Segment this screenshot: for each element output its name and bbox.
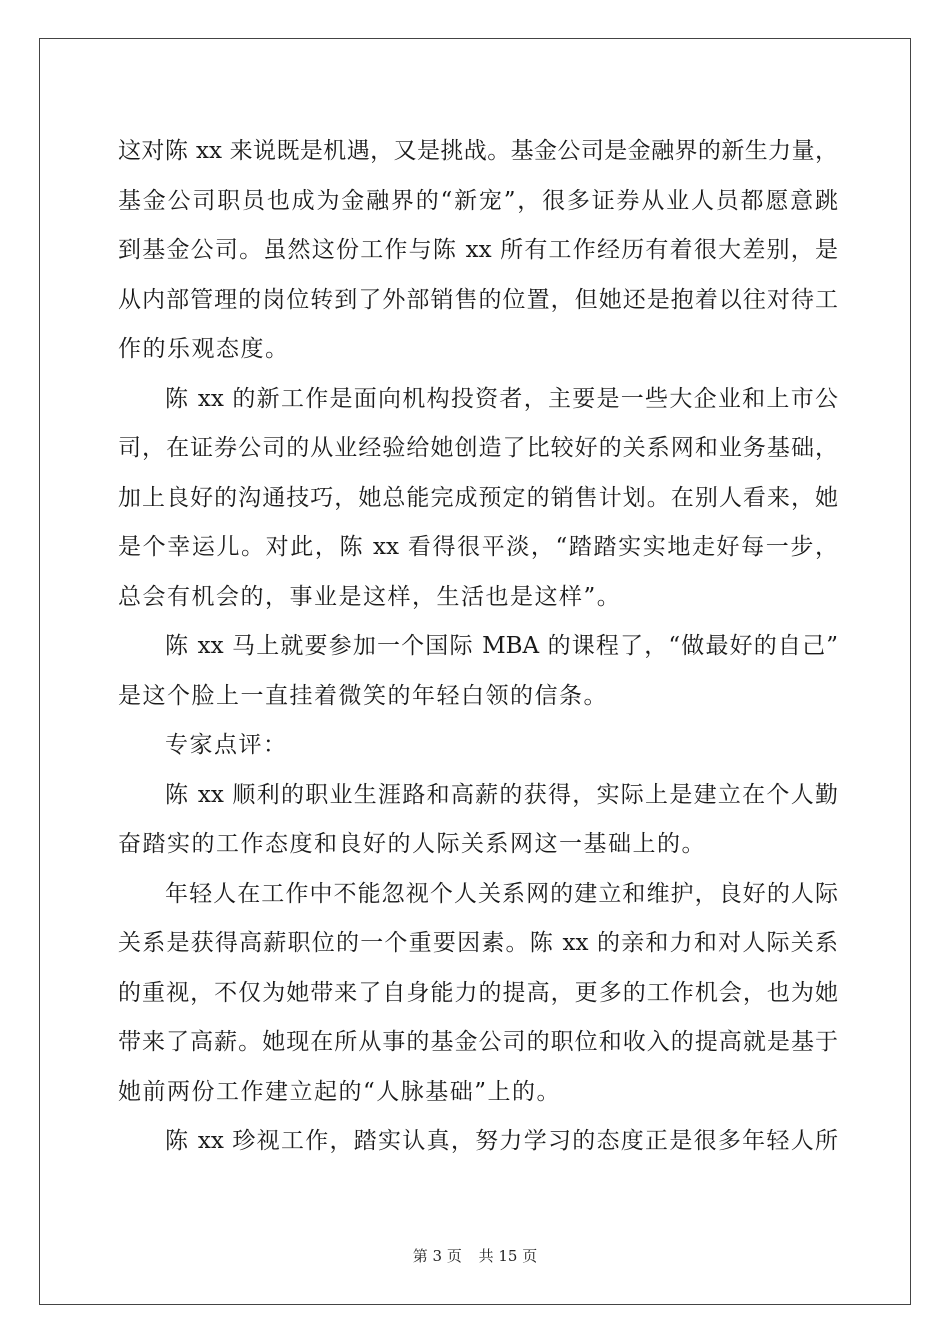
text-line: 是个幸运儿。对此，陈 xx 看得很平淡，“踏踏实实地走好每一步， bbox=[118, 534, 838, 560]
text-line: 基金公司职员也成为金融界的“新宠”，很多证券从业人员都愿意跳 bbox=[118, 187, 838, 214]
text-line: 是这个脸上一直挂着微笑的年轻白领的信条。 bbox=[118, 682, 608, 709]
text-line: 司，在证券公司的从业经验给她创造了比较好的关系网和业务基础， bbox=[118, 435, 838, 461]
text-line: 她前两份工作建立起的“人脉基础”上的。 bbox=[118, 1078, 562, 1105]
page-number-current: 第 3 页 bbox=[412, 1247, 462, 1265]
text-line: 陈 xx 珍视工作，踏实认真，努力学习的态度正是很多年轻人所 bbox=[165, 1128, 838, 1154]
text-line: 陈 xx 马上就要参加一个国际 MBA 的课程了，“做最好的自己” bbox=[165, 633, 838, 659]
text-line: 作的乐观态度。 bbox=[118, 336, 290, 362]
text-line: 这对陈 xx 来说既是机遇，又是挑战。基金公司是金融界的新生力量， bbox=[118, 138, 838, 164]
text-line: 加上良好的沟通技巧，她总能完成预定的销售计划。在别人看来，她 bbox=[118, 484, 838, 511]
text-line: 年轻人在工作中不能忽视个人关系网的建立和维护，良好的人际 bbox=[165, 880, 838, 907]
text-line: 陈 xx 的新工作是面向机构投资者，主要是一些大企业和上市公 bbox=[165, 385, 838, 412]
text-line: 总会有机会的，事业是这样，生活也是这样”。 bbox=[118, 583, 622, 610]
page-footer bbox=[0, 1245, 950, 1266]
page-number-total: 共 15 页 bbox=[478, 1247, 538, 1265]
text-line: 关系是获得高薪职位的一个重要因素。陈 xx 的亲和力和对人际关系 bbox=[118, 930, 838, 956]
text-line: 从内部管理的岗位转到了外部销售的位置，但她还是抱着以往对待工 bbox=[118, 286, 838, 313]
text-line: 到基金公司。虽然这份工作与陈 xx 所有工作经历有着很大差别，是 bbox=[118, 237, 838, 263]
text-line: 奋踏实的工作态度和良好的人际关系网这一基础上的。 bbox=[118, 831, 706, 857]
text-line: 的重视，不仅为她带来了自身能力的提高，更多的工作机会，也为她 bbox=[118, 979, 838, 1006]
document-body bbox=[118, 127, 838, 1167]
section-heading: 专家点评： bbox=[165, 732, 288, 758]
text-line: 陈 xx 顺利的职业生涯路和高薪的获得，实际上是建立在个人勤 bbox=[165, 781, 838, 808]
text-line: 带来了高薪。她现在所从事的基金公司的职位和收入的提高就是基于 bbox=[118, 1029, 838, 1055]
